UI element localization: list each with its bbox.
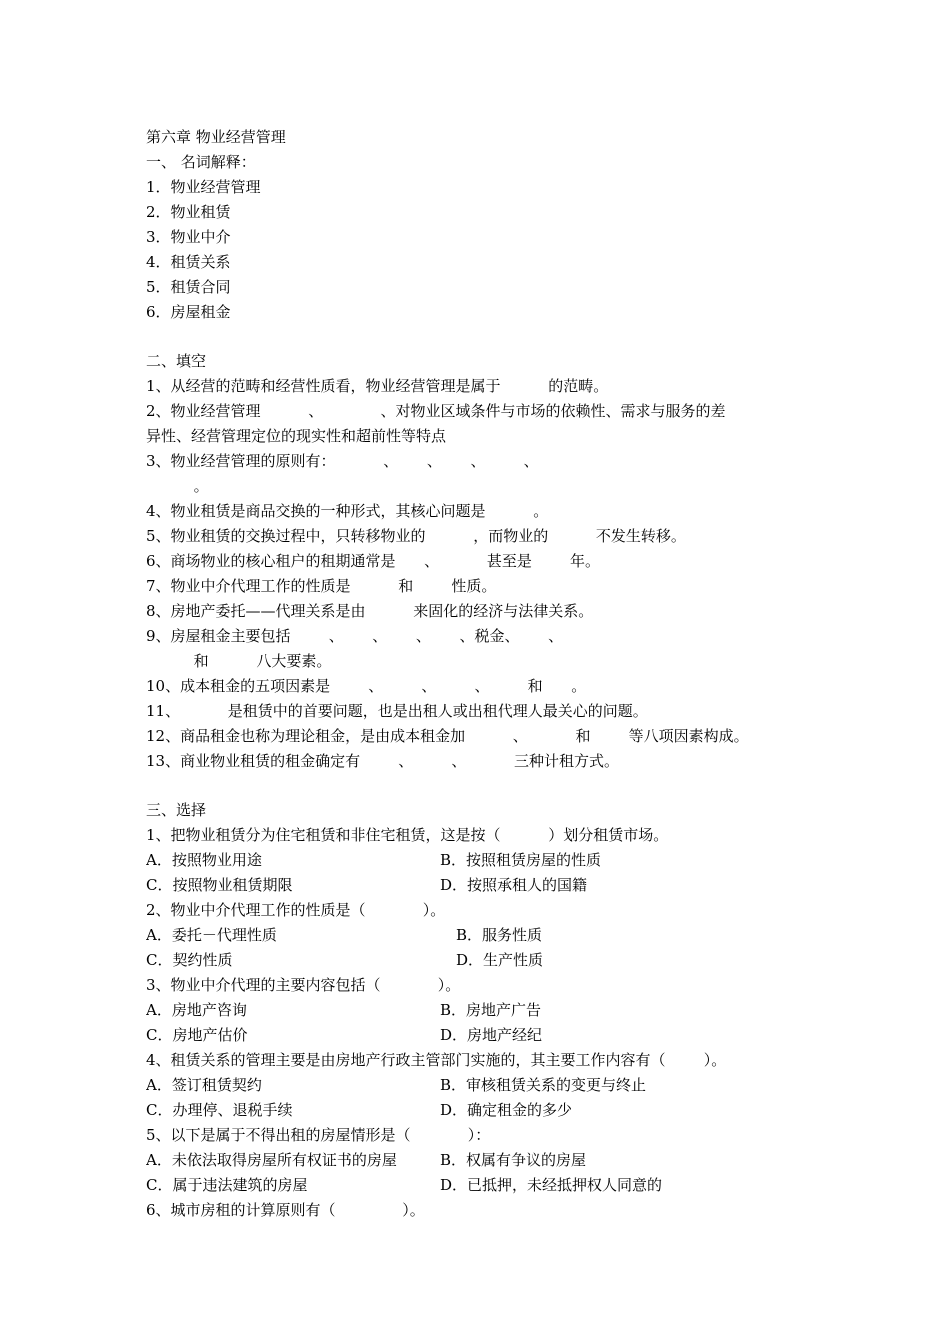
term-item: 4．租赁关系	[146, 253, 231, 271]
fill-line: 6、商场物业的核心租户的租期通常是 、 甚至是 年。	[146, 552, 600, 570]
question: 2、物业中介代理工作的性质是（ ）。	[146, 901, 446, 919]
fill-line: 1、从经营的范畴和经营性质看，物业经营管理是属于 的范畴。	[146, 377, 609, 395]
option-a: A．委托－代理性质	[146, 926, 277, 944]
option-row	[146, 1173, 836, 1198]
option-c: C．办理停、退税手续	[146, 1101, 293, 1119]
fill-line: 7、物业中介代理工作的性质是 和 性质。	[146, 577, 497, 595]
option-a: A．按照物业用途	[146, 851, 262, 869]
fill-line: 9、房屋租金主要包括 、 、 、 、税金、 、	[146, 627, 564, 645]
option-c: C．契约性质	[146, 951, 233, 969]
question: 5、以下是属于不得出租的房屋情形是（ ）：	[146, 1126, 491, 1144]
term-item: 2．物业租赁	[146, 203, 231, 221]
section1-heading: 一、 名词解释：	[146, 153, 256, 171]
option-d: D．房地产经纪	[440, 1026, 543, 1044]
fill-line: 3、物业经营管理的原则有： 、 、 、 、	[146, 452, 539, 470]
option-b: B．按照租赁房屋的性质	[440, 851, 602, 869]
fill-line: 13、商业物业租赁的租金确定有 、 、 三种计租方式。	[146, 752, 620, 770]
option-row	[146, 998, 836, 1023]
option-a: A．签订租赁契约	[146, 1076, 262, 1094]
option-row	[146, 1098, 836, 1123]
question: 3、物业中介代理的主要内容包括（ ）。	[146, 976, 461, 994]
section2-heading: 二、填空	[146, 352, 207, 370]
option-c: C．属于违法建筑的房屋	[146, 1176, 308, 1194]
option-row	[146, 1148, 836, 1173]
fill-line: 12、商品租金也称为理论租金，是由成本租金加 、 和 等八项因素构成。	[146, 727, 749, 745]
option-b: B．房地产广告	[440, 1001, 542, 1019]
fill-line: 11、 是租赁中的首要问题，也是出租人或出租代理人最关心的问题。	[146, 702, 648, 720]
option-row	[146, 873, 836, 898]
option-a: A．未依法取得房屋所有权证书的房屋	[146, 1151, 397, 1169]
section3-heading: 三、选择	[146, 801, 207, 819]
fill-line: 2、物业经营管理 、 、对物业区域条件与市场的依赖性、需求与服务的差	[146, 402, 726, 420]
term-item: 6．房屋租金	[146, 303, 231, 321]
option-row	[146, 1073, 836, 1098]
term-item: 5．租赁合同	[146, 278, 231, 296]
question: 1、把物业租赁分为住宅租赁和非住宅租赁，这是按（ ）划分租赁市场。	[146, 826, 669, 844]
option-b: B．服务性质	[456, 926, 543, 944]
option-row	[146, 948, 836, 973]
option-b: B．审核租赁关系的变更与终止	[440, 1076, 647, 1094]
option-d: D．按照承租人的国籍	[440, 876, 588, 894]
option-c: C．按照物业租赁期限	[146, 876, 293, 894]
term-item: 1．物业经营管理	[146, 178, 261, 196]
fill-line: 10、成本租金的五项因素是 、 、 、 和 。	[146, 677, 587, 695]
option-d: D．确定租金的多少	[440, 1101, 573, 1119]
chapter-title: 第六章 物业经营管理	[146, 128, 286, 146]
option-d: D．生产性质	[456, 951, 544, 969]
fill-line: 。	[146, 477, 209, 495]
option-row	[146, 848, 836, 873]
fill-line: 和 八大要素。	[146, 652, 332, 670]
option-row	[146, 1023, 836, 1048]
fill-line: 8、房地产委托——代理关系是由 来固化的经济与法律关系。	[146, 602, 594, 620]
term-item: 3．物业中介	[146, 228, 231, 246]
option-c: C．房地产估价	[146, 1026, 248, 1044]
fill-line: 4、物业租赁是商品交换的一种形式，其核心问题是 。	[146, 502, 549, 520]
option-b: B．权属有争议的房屋	[440, 1151, 587, 1169]
question: 6、城市房租的计算原则有（ ）。	[146, 1201, 425, 1219]
option-d: D．已抵押，未经抵押权人同意的	[440, 1176, 663, 1194]
option-a: A．房地产咨询	[146, 1001, 247, 1019]
option-row	[146, 923, 836, 948]
question: 4、租赁关系的管理主要是由房地产行政主管部门实施的，其主要工作内容有（ ）。	[146, 1051, 727, 1069]
fill-line: 5、物业租赁的交换过程中，只转移物业的 ，而物业的 不发生转移。	[146, 527, 686, 545]
fill-line: 异性、经营管理定位的现实性和超前性等特点	[146, 427, 447, 445]
